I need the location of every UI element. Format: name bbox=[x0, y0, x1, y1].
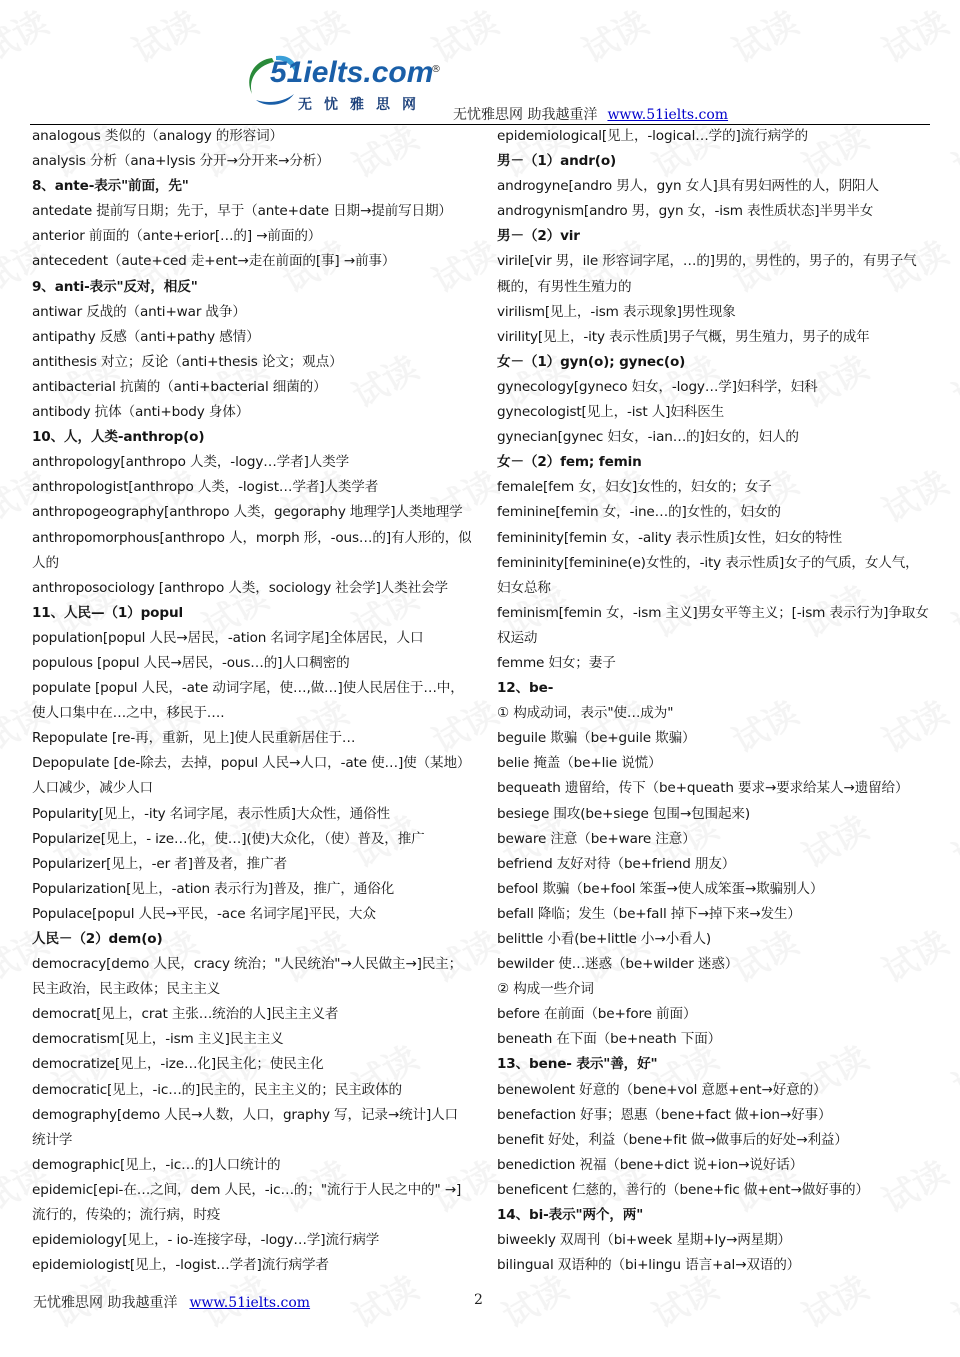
page-number: 2 bbox=[474, 1292, 483, 1308]
footer-tagline: 无忧雅思网 助我越重洋 bbox=[33, 1295, 178, 1311]
entry-line: Repopulate [re-再，重新，见上]使人民重新居住于… bbox=[32, 730, 356, 747]
entry-line: beneath 在下面（be+neath 下面） bbox=[497, 1031, 722, 1048]
entry-line: populous [popul 人民→居民，-ous…的]人口稠密的 bbox=[32, 654, 350, 671]
entry-line: anthropology[anthropo 人类，-logy…学者]人类学 bbox=[32, 454, 350, 471]
entry-line: analogous 类似的（analogy 的形容词） bbox=[32, 128, 283, 144]
entry-line: ② 构成一些介词 bbox=[497, 981, 594, 998]
entry-line: beneficent 仁慈的，善行的（bene+fic 做+ent→做好事的） bbox=[497, 1181, 869, 1198]
entry-line: femininity[feminine(e)女性的，-ity 表示性质]女子的气质，女人气， bbox=[497, 554, 919, 571]
entry-line: Popularize[见上，- ize…化，使…](使)大众化，（使）普及，推广 bbox=[32, 830, 425, 847]
entry-line: femme 妇女；妻子 bbox=[497, 654, 616, 671]
entry-line: antipathy 反感（anti+pathy 感情） bbox=[32, 328, 260, 345]
entry-line: democracy[demo 人民，cracy 统治；"人民统治"→人民做主→]民主； bbox=[32, 956, 463, 973]
entry-line: antiwar 反战的（anti+war 战争） bbox=[32, 303, 246, 320]
section-heading: 13、bene- 表示"善，好" bbox=[497, 1056, 658, 1073]
section-heading: 11、人民—（1）popul bbox=[32, 604, 183, 621]
page-header bbox=[0, 0, 960, 125]
entry-line: 概的，有男性生殖力的 bbox=[497, 278, 632, 295]
watermark-text bbox=[942, 1261, 960, 1337]
entry-line: anthropomorphous[anthropo 人，morph 形，-ous…的]有人形的，似 bbox=[32, 529, 472, 546]
entry-line: epidemiologist[见上，-logist…学者]流行病学者 bbox=[32, 1257, 329, 1274]
entry-line: democrat[见上，crat 主张…统治的人]民主主义者 bbox=[32, 1006, 339, 1023]
entry-line: 流行的，传染的；流行病，时疫 bbox=[32, 1207, 221, 1224]
entry-line: Popularity[见上，-ity 名词字尾，表示性质]大众性，通俗性 bbox=[32, 805, 390, 822]
entry-line: befool 欺骗（be+fool 笨蛋→使人成笨蛋→欺骗别人） bbox=[497, 880, 824, 897]
watermark-text bbox=[942, 801, 960, 877]
entry-line: androgynism[andro 男，gyn 女，-ism 表性质状态]半男半女 bbox=[497, 203, 874, 220]
header-site-link[interactable]: www.51ielts.com bbox=[607, 107, 729, 123]
page-footer bbox=[33, 1292, 310, 1312]
entry-line: democratic[见上，-ic…的]民主的，民主主义的；民主政体的 bbox=[32, 1081, 402, 1098]
entry-line: virile[vir 男，ile 形容词字尾，…的]男的，男性的，男子的，有男子气 bbox=[497, 253, 917, 270]
entry-line: 民主政治，民主政体；民主主义 bbox=[32, 981, 221, 998]
entry-line: anthroposociology [anthropo 人类，sociology 社会学]人类社会学 bbox=[32, 579, 448, 596]
logo-registered-mark: ® bbox=[431, 64, 441, 75]
entry-line: besiege 围攻(be+siege 包围→包围起来) bbox=[497, 805, 750, 822]
section-heading: 女－（2）fem; femin bbox=[497, 454, 642, 471]
watermark-text bbox=[942, 341, 960, 417]
entry-line: democratize[见上，-ize…化]民主化；使民主化 bbox=[32, 1056, 324, 1073]
entry-line: biweekly 双周刊（bi+week 星期+ly→两星期） bbox=[497, 1232, 791, 1249]
logo-wordmark: 51ielts.com bbox=[270, 56, 434, 89]
footer-site-link[interactable]: www.51ielts.com bbox=[189, 1295, 311, 1311]
entry-line: epidemic[epi-在…之间，dem 人民，-ic…的；"流行于人民之中的" →] bbox=[32, 1181, 462, 1198]
entry-line: demographic[见上，-ic…的]人口统计的 bbox=[32, 1156, 281, 1173]
entry-line: belittle 小看(be+little 小→小看人) bbox=[497, 931, 712, 947]
entry-line: ① 构成动词，表示"使…成为" bbox=[497, 705, 674, 722]
entry-line: beware 注意（be+ware 注意） bbox=[497, 830, 696, 847]
header-tagline-text: 无忧雅思网 助我越重洋 bbox=[453, 107, 598, 123]
entry-line: epidemiological[见上，-logical…学的]流行病学的 bbox=[497, 128, 808, 144]
entry-line: 使人口集中在…之中，移民于…. bbox=[32, 705, 225, 722]
section-heading: 8、ante-表示"前面，先" bbox=[32, 178, 189, 195]
entry-line: female[fem 女，妇女]女性的，妇女的；女子 bbox=[497, 479, 772, 496]
section-heading: 9、anti-表示"反对，相反" bbox=[32, 278, 198, 295]
entry-line: feminine[femin 女，-ine…的]女性的，妇女的 bbox=[497, 504, 781, 521]
entry-line: beguile 欺骗（be+guile 欺骗） bbox=[497, 730, 696, 747]
section-heading: 12、be- bbox=[497, 680, 554, 697]
entry-line: benewolent 好意的（bene+vol 意愿+ent→好意的） bbox=[497, 1081, 827, 1098]
entry-line: epidemiology[见上，- io-连接字母，-logy…学]流行病学 bbox=[32, 1232, 380, 1249]
entry-line: anthropologist[anthropo 人类，-logist…学者]人类学者 bbox=[32, 479, 379, 496]
entry-line: benediction 祝福（bene+dict 说+ion→说好话） bbox=[497, 1156, 804, 1173]
header-rule bbox=[30, 124, 930, 125]
watermark-text bbox=[942, 571, 960, 647]
watermark-text bbox=[942, 1031, 960, 1107]
site-logo[interactable] bbox=[242, 50, 452, 116]
header-tagline bbox=[453, 104, 728, 124]
entry-line: bewilder 使…迷惑（be+wilder 迷惑） bbox=[497, 956, 739, 973]
entry-line: 妇女总称 bbox=[497, 579, 551, 596]
section-heading: 男－（2）vir bbox=[497, 228, 580, 245]
section-heading: 男－（1）andr(o) bbox=[497, 153, 617, 170]
entry-line: 统计学 bbox=[32, 1131, 73, 1148]
logo-subtitle: 无忧雅思网 bbox=[298, 97, 428, 113]
entry-line: Depopulate [de-除去，去掉，popul 人民→人口，-ate 使…]使（某地） bbox=[32, 755, 471, 772]
right-column bbox=[497, 124, 935, 1278]
entry-line: 人口减少，减少人口 bbox=[32, 780, 153, 797]
entry-line: androgyne[andro 男人，gyn 女人]具有男妇两性的人，阴阳人 bbox=[497, 178, 879, 195]
entry-line: gynecian[gynec 妇女，-ian…的]妇女的，妇人的 bbox=[497, 429, 799, 446]
entry-line: population[popul 人民→居民，-ation 名词字尾]全体居民，人口 bbox=[32, 629, 424, 646]
entry-line: 权运动 bbox=[497, 629, 538, 646]
entry-line: Populace[popul 人民→平民，-ace 名词字尾]平民，大众 bbox=[32, 905, 376, 922]
entry-line: femininity[femin 女，-ality 表示性质]女性，妇女的特性 bbox=[497, 529, 842, 546]
section-heading: 10、人，人类-anthrop(o) bbox=[32, 429, 205, 446]
entry-line: bequeath 遗留给，传下（be+queath 要求→要求给某人→遗留给） bbox=[497, 780, 909, 797]
entry-line: gynecology[gyneco 妇女，-logy…学]妇科学，妇科 bbox=[497, 378, 818, 395]
entry-line: antibody 抗体（anti+body 身体） bbox=[32, 404, 250, 421]
entry-line: befall 降临；发生（be+fall 掉下→掉下来→发生） bbox=[497, 905, 801, 922]
entry-line: 人的 bbox=[32, 554, 59, 571]
entry-line: antecedent（aute+ced 走+ent→走在前面的[事] →前事） bbox=[32, 253, 396, 270]
entry-line: anthropogeography[anthropo 人类，gegoraphy 地理学]人类地理学 bbox=[32, 504, 463, 521]
entry-line: belie 掩盖（be+lie 说慌） bbox=[497, 755, 662, 772]
entry-line: before 在前面（be+fore 前面） bbox=[497, 1006, 697, 1023]
entry-line: virilism[见上，-ism 表示现象]男性现象 bbox=[497, 303, 736, 320]
entry-line: gynecologist[见上，-ist 人]妇科医生 bbox=[497, 404, 725, 421]
entry-line: Popularizer[见上，-er 者]普及者，推广者 bbox=[32, 855, 287, 872]
entry-line: feminism[femin 女，-ism 主义]男女平等主义；[-ism 表示行为]争取女 bbox=[497, 604, 929, 621]
entry-line: antibacterial 抗菌的（anti+bacterial 细菌的） bbox=[32, 378, 327, 395]
section-heading: 14、bi-表示"两个，两" bbox=[497, 1207, 644, 1224]
entry-line: demography[demo 人民→人数，人口，graphy 写，记录→统计]人口 bbox=[32, 1106, 459, 1123]
entry-line: antedate 提前写日期；先于，早于（ante+date 日期→提前写日期） bbox=[32, 203, 452, 220]
entry-line: bilingual 双语种的（bi+lingu 语言+al→双语的） bbox=[497, 1257, 801, 1274]
entry-line: benefaction 好事；恩惠（bene+fact 做+ion→好事） bbox=[497, 1106, 832, 1123]
entry-line: anterior 前面的（ante+erior[…的] →前面的） bbox=[32, 228, 322, 245]
entry-line: Popularization[见上，-ation 表示行为]普及，推广，通俗化 bbox=[32, 880, 395, 897]
section-heading: 人民－（2）dem(o) bbox=[32, 931, 163, 947]
entry-line: antithesis 对立；反论（anti+thesis 论文；观点） bbox=[32, 353, 343, 370]
entry-line: benefit 好处，利益（bene+fit 做→做事后的好处→利益） bbox=[497, 1131, 848, 1148]
entry-line: virility[见上，-ity 表示性质]男子气概，男生殖力，男子的成年 bbox=[497, 328, 870, 345]
entry-line: populate [popul 人民，-ate 动词字尾，使…,做…]使人民居住于…中， bbox=[32, 680, 464, 697]
section-heading: 女－（1）gyn(o); gynec(o) bbox=[497, 353, 686, 370]
entry-line: befriend 友好对待（be+friend 朋友） bbox=[497, 855, 736, 872]
entry-line: analysis 分析（ana+lysis 分开→分开来→分析） bbox=[32, 153, 330, 170]
entry-line: democratism[见上，-ism 主义]民主主义 bbox=[32, 1031, 284, 1048]
left-column bbox=[32, 124, 472, 1278]
